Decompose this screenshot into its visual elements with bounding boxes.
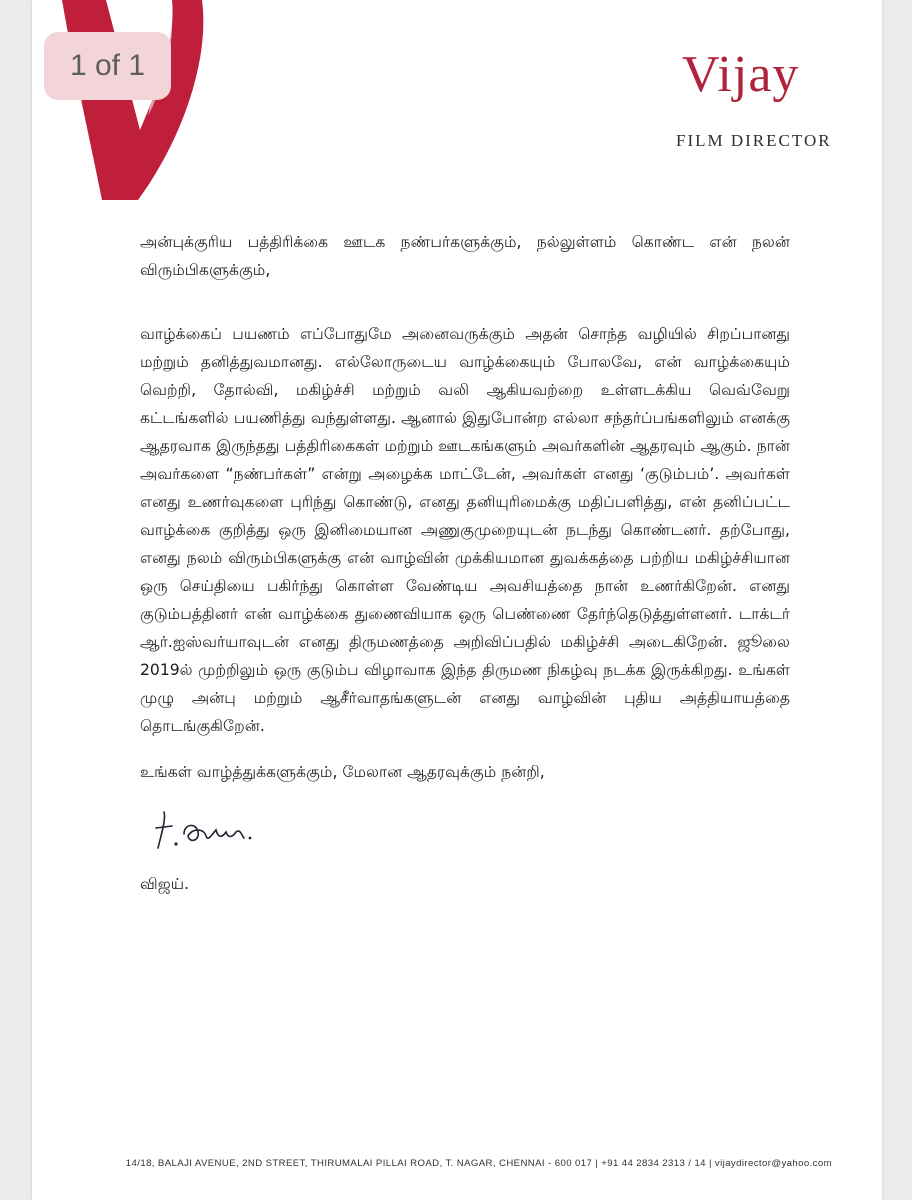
page-counter-badge: 1 of 1 — [44, 32, 171, 100]
footer-contact: 14/18, BALAJI AVENUE, 2ND STREET, THIRUMALAI PILLAI ROAD, T. NAGAR, CHENNAI - 600 017 | +91 44 2834 2313 / 14 | vijaydirector@yahoo.com — [125, 1158, 832, 1169]
brand-tagline: FILM DIRECTOR — [676, 131, 832, 150]
brand-name: Vijay — [682, 46, 800, 103]
letterhead-brand — [652, 45, 862, 155]
letter-body — [140, 228, 790, 898]
letter-greeting: அன்புக்குரிய பத்திரிக்கை ஊடக நண்பர்களுக்கும், நல்லுள்ளம் கொண்ட என் நலன் விரும்பிகளுக்கும், — [140, 233, 790, 279]
letter-signoff: விஜய். — [140, 875, 190, 893]
letter-main-paragraph: வாழ்க்கைப் பயணம் எப்போதுமே அனைவருக்கும் அதன் சொந்த வழியில் சிறப்பானது மற்றும் தனித்துவமானது. எல்லோருடைய வாழ்க்கையும் போலவே, என் வாழ்க்கையும் வெற்றி, தோல்வி, மகிழ்ச்சி மற்றும் வலி ஆகியவற்றை உள்ளடக்கிய வெவ்வேறு கட்டங்களில் பயணித்து வந்துள்ளது. ஆனால் இதுபோன்ற எல்லா சந்தர்ப்பங்களிலும் எனக்கு ஆதரவாக இருந்தது பத்திரிகைகள் மற்றும் ஊடகங்களும் அவர்களின் ஆதரவும் ஆகும். நான் அவர்களை “நண்பர்கள்” என்று அழைக்க மாட்டேன், அவர்கள் எனது ‘குடும்பம்’. அவர்கள் எனது உணர்வுகளை புரிந்து கொண்டு, எனது தனியுரிமைக்கு மதிப்பளித்து, என் தனிப்பட்ட வாழ்க்கை குறித்து ஒரு இனிமையான அணுகுமுறையுடன் நடந்து கொண்டனர். தற்போது, எனது நலம் விரும்பிகளுக்கு என் வாழ்வின் முக்கியமான துவக்கத்தை பற்றிய மகிழ்ச்சியான ஒரு செய்தியை பகிர்ந்து கொள்ள வேண்டிய அவசியத்தை நான் உணர்கிறேன். எனது குடும்பத்தினர் என் வாழ்க்கை துணைவியாக ஒரு பெண்ணை தேர்ந்தெடுத்துள்ளனர். டாக்டர் ஆர்.ஐஸ்வர்யாவுடன் எனது திருமணத்தை அறிவிப்பதில் மகிழ்ச்சி அடைகிறேன். ஜூலை 2019ல் முற்றிலும் ஒரு குடும்ப விழாவாக இந்த திருமண நிகழ்வு நடக்க இருக்கிறது. உங்கள் முழு அன்பு மற்றும் ஆசீர்வாதங்களுடன் எனது வாழ்வின் புதிய அத்தியாயத்தை தொடங்குகிறேன். — [140, 325, 790, 735]
letter-page — [32, 0, 882, 1200]
letter-closing: உங்கள் வாழ்த்துக்களுக்கும், மேலான ஆதரவுக்கும் நன்றி, — [140, 763, 545, 781]
handwritten-signature — [152, 804, 790, 866]
